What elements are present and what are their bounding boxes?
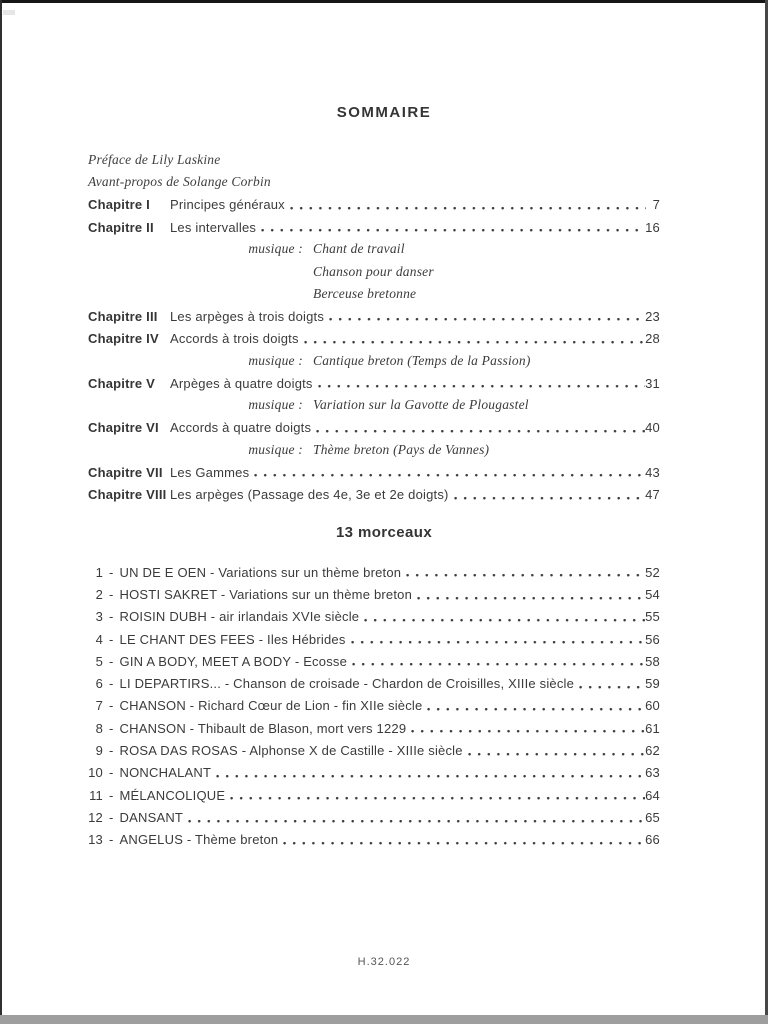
piece-row [88,583,660,605]
dot-leader [329,317,645,323]
chapter-label: Chapitre III [88,308,158,324]
page-number: 64 [645,787,660,803]
piece-row [88,806,660,828]
page-number: 31 [645,375,660,391]
dot-leader [261,228,645,234]
chapter-label: Chapitre VII [88,464,163,480]
piece-number: 10 [88,765,103,781]
front-matter-line [88,149,660,171]
pieces-list [88,561,660,851]
piece-title: CHANSON - Richard Cœur de Lion - fin XIIe siècle [119,698,423,714]
page-number: 52 [645,564,660,580]
piece-number: 8 [95,720,103,736]
piece-row [88,695,660,717]
dot-leader [254,473,645,479]
chapter-title: Les arpèges (Passage des 4e, 3e et 2e doigts) [170,487,449,503]
piece-number: 13 [88,832,103,848]
music-label: musique : [248,442,303,457]
dot-leader [427,707,645,713]
piece-number: 2 [95,586,103,602]
dot-leader [351,640,646,646]
piece-number: 1 [95,564,103,580]
piece-separator: - [109,631,114,647]
dot-leader [188,819,645,825]
piece-number: 4 [95,631,103,647]
music-title: Variation sur la Gavotte de Plougastel [313,397,529,413]
chapter-title: Les Gammes [170,464,250,480]
chapter-label: Chapitre IV [88,331,159,347]
piece-title: ROSA DAS ROSAS - Alphonse X de Castille - XIIIe siècle [119,743,463,759]
front-matter-text: Préface de Lily Laskine [88,152,221,168]
front-matter-line [88,171,660,193]
toc-row-chapter [88,194,660,216]
dot-leader [216,774,645,780]
music-title: Thème breton (Pays de Vannes) [313,442,490,457]
piece-title: LI DEPARTIRS... - Chanson de croisade - Chardon de Croisilles, XIIIe siècle [119,676,575,692]
piece-title: DANSANT [119,809,184,825]
music-title: Chant de travail [313,241,405,257]
page-title: SOMMAIRE [336,104,432,121]
piece-number: 12 [88,809,103,825]
page-number: 43 [645,464,660,480]
piece-separator: - [109,586,114,602]
chapter-title: Accords à trois doigts [170,331,299,347]
toc-row-chapter [88,216,660,238]
dot-leader [364,618,645,624]
chapter-label: Chapitre V [88,375,156,391]
toc-row-chapter [88,327,660,349]
piece-number: 9 [95,743,103,759]
page-number: 23 [645,308,660,324]
piece-title: MÉLANCOLIQUE [119,787,226,803]
page-number: 61 [645,720,660,736]
page-number: 66 [645,832,660,848]
chapter-label: Chapitre I [88,197,150,213]
page-number: 62 [645,743,660,759]
piece-separator: - [109,720,114,736]
dot-leader [411,729,645,735]
chapter-label: Chapitre VI [88,420,159,436]
piece-row [88,717,660,739]
piece-separator: - [109,832,114,848]
chapter-label: Chapitre II [88,219,154,235]
piece-number: 7 [95,698,103,714]
piece-row [88,628,660,650]
piece-title: HOSTI SAKRET - Variations sur un thème breton [119,586,412,602]
front-matter-text: Avant-propos de Solange Corbin [88,174,271,190]
scan-edge-left [0,0,2,1024]
page-number: 28 [645,331,660,347]
dot-leader [352,662,645,668]
scan-artifact [3,10,15,15]
piece-row [88,561,660,583]
chapter-title: Principes généraux [170,197,285,213]
page-number: 7 [652,197,660,213]
piece-separator: - [109,609,114,625]
piece-title: UN DE E OEN - Variations sur un thème breton [119,564,402,580]
piece-row [88,606,660,628]
piece-separator: - [109,765,114,781]
dot-leader [290,206,646,212]
toc-row-chapter [88,305,660,327]
page-number: 65 [645,809,660,825]
piece-row [88,829,660,851]
music-title: Berceuse bretonne [313,285,417,301]
dot-leader [316,429,645,435]
chapter-title: Les intervalles [170,219,257,235]
piece-separator: - [109,743,114,759]
toc-row-music [88,350,660,372]
toc-row-music [88,394,660,416]
piece-row [88,739,660,761]
dot-leader [417,596,645,602]
page-number: 56 [645,631,660,647]
toc-row-chapter [88,372,660,394]
page-number: 16 [645,219,660,235]
music-title: Chanson pour danser [313,263,434,279]
page-number: 47 [645,487,660,503]
piece-separator: - [109,809,114,825]
toc-row-music [88,260,660,282]
dot-leader [454,496,646,502]
chapters-toc [88,149,660,506]
dot-leader [318,384,645,390]
toc-row-music [88,439,660,461]
chapter-title: Accords à quatre doigts [170,420,312,436]
piece-number: 3 [95,609,103,625]
page-number: 40 [645,420,660,436]
piece-separator: - [109,564,114,580]
chapter-label: Chapitre VIII [88,487,167,503]
piece-title: LE CHANT DES FEES - Iles Hébrides [119,631,346,647]
toc-row-chapter [88,417,660,439]
piece-separator: - [109,698,114,714]
dot-leader [468,752,645,758]
chapter-title: Arpèges à quatre doigts [170,375,313,391]
piece-number: 6 [95,676,103,692]
plate-number: H.32.022 [357,956,411,968]
scan-edge-top [0,0,768,3]
page-number: 63 [645,765,660,781]
music-label: musique : [248,241,303,257]
page-number: 59 [645,676,660,692]
piece-number: 5 [95,653,103,669]
dot-leader [283,841,645,847]
toc-row-music [88,238,660,260]
piece-separator: - [109,676,114,692]
piece-row [88,762,660,784]
dot-leader [579,685,645,691]
scan-edge-bottom [0,1015,768,1024]
toc-row-chapter [88,461,660,483]
dot-leader [304,340,645,346]
piece-title: ROISIN DUBH - air irlandais XVIe siècle [119,609,360,625]
music-label: musique : [248,352,303,368]
page-number: 54 [645,586,660,602]
piece-separator: - [109,787,114,803]
page-number: 60 [645,698,660,714]
piece-row [88,650,660,672]
piece-number: 11 [89,787,103,803]
piece-separator: - [109,653,114,669]
piece-row [88,784,660,806]
piece-title: CHANSON - Thibault de Blason, mort vers 1229 [119,720,407,736]
chapter-title: Les arpèges à trois doigts [170,308,325,324]
piece-title: NONCHALANT [119,765,212,781]
page-number: 55 [645,609,660,625]
dot-leader [406,573,645,579]
toc-row-chapter [88,483,660,505]
pieces-section-title: 13 morceaux [335,524,433,541]
piece-title: GIN A BODY, MEET A BODY - Ecosse [119,653,348,669]
music-label: musique : [248,397,303,413]
piece-row [88,672,660,694]
piece-title: ANGELUS - Thème breton [119,832,279,848]
toc-row-music [88,283,660,305]
music-title: Cantique breton (Temps de la Passion) [313,352,531,368]
dot-leader [230,796,645,802]
page-number: 58 [645,653,660,669]
